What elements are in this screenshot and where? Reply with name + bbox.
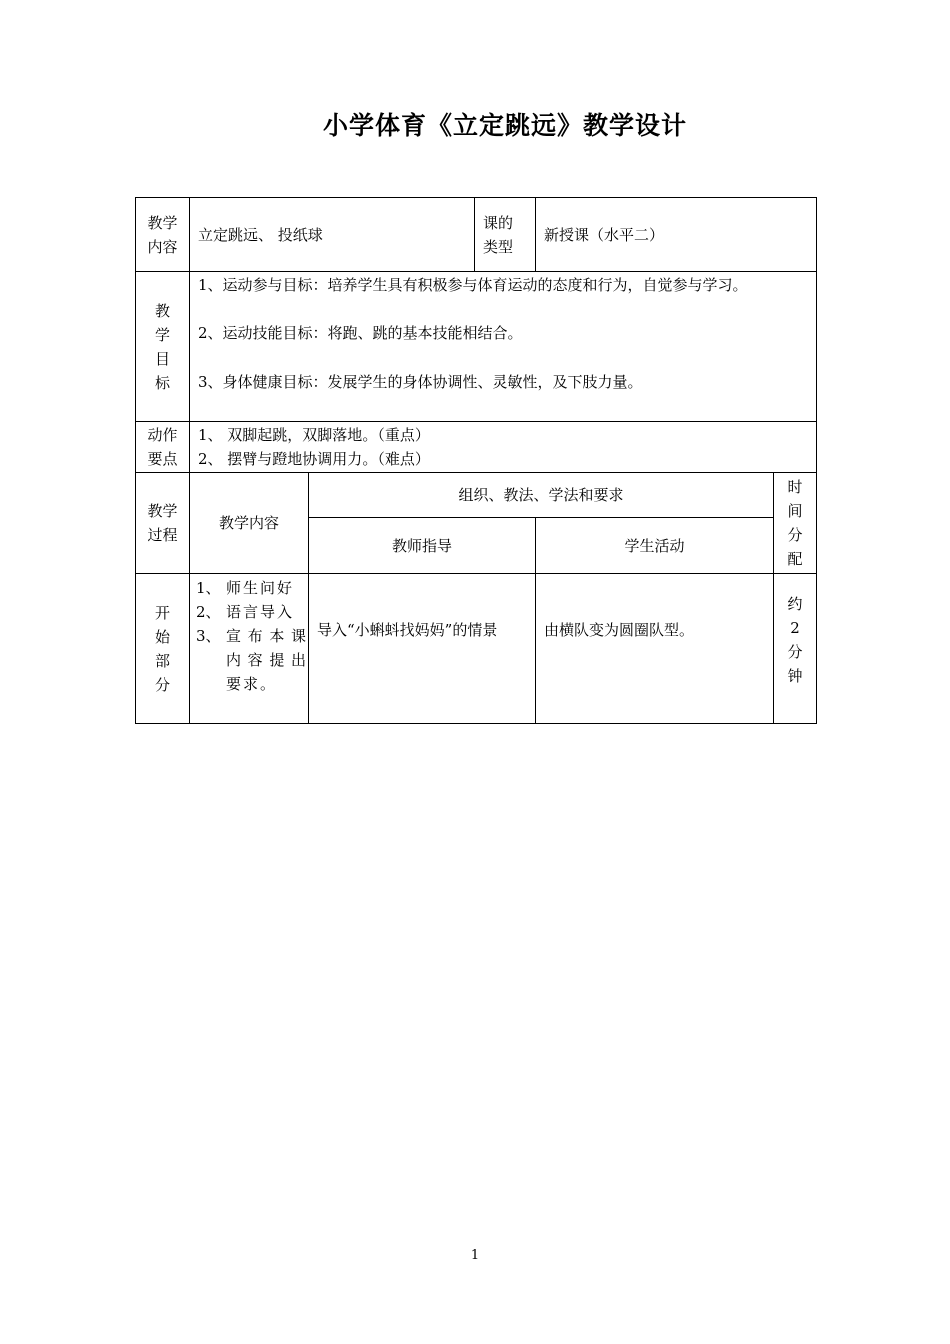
key-points-list <box>190 422 817 473</box>
page-number: 1 <box>470 1248 480 1263</box>
time-header: 时 间 分 配 <box>774 473 817 574</box>
key-point-item: 2、 摆臂与蹬地协调用力。（难点） <box>198 450 430 468</box>
content-header: 教学内容 <box>190 473 309 574</box>
teaching-content-label: 教学 内容 <box>136 198 190 272</box>
teaching-content-value: 立定跳远、 投纸球 <box>190 198 475 272</box>
row-teaching-goals <box>136 272 817 422</box>
start-student-activity: 由横队变为圆圈队型。 <box>536 574 774 724</box>
key-points-label: 动作 要点 <box>136 422 190 473</box>
list-item: 2、 语言导入 <box>196 603 295 621</box>
row-key-points <box>136 422 817 473</box>
teaching-goals-list <box>190 272 817 422</box>
start-teacher-guidance: 导入“小蝌蚪找妈妈”的情景 <box>309 574 536 724</box>
start-time: 约 2 分 钟 <box>774 574 817 724</box>
list-item: 1、 师生问好 <box>196 579 295 597</box>
row-teaching-content <box>136 198 817 272</box>
row-process-header <box>136 473 817 518</box>
lesson-plan-table <box>135 197 817 724</box>
goal-item: 2、运动技能目标：将跑、跳的基本技能相结合。 <box>198 324 523 342</box>
row-start-section <box>136 574 817 724</box>
process-label: 教学 过程 <box>136 473 190 574</box>
lesson-type-label: 课的 类型 <box>475 198 536 272</box>
goal-item: 3、身体健康目标：发展学生的身体协调性、灵敏性，及下肢力量。 <box>198 373 643 391</box>
teacher-header: 教师指导 <box>309 518 536 574</box>
teaching-goals-label: 教 学 目 标 <box>136 272 190 422</box>
start-content-list <box>190 574 309 724</box>
method-header: 组织、教法、学法和要求 <box>309 473 774 518</box>
start-section-label: 开 始 部 分 <box>136 574 190 724</box>
lesson-type-value: 新授课（水平二） <box>536 198 817 272</box>
goal-item: 1、运动参与目标：培养学生具有积极参与体育运动的态度和行为，自觉参与学习。 <box>198 276 748 294</box>
list-item: 3、 宣布本课内容提出要求。 <box>196 627 308 693</box>
key-point-item: 1、 双脚起跳，双脚落地。（重点） <box>198 426 430 444</box>
student-header: 学生活动 <box>536 518 774 574</box>
page-title: 小学体育《立定跳远》教学设计 <box>322 111 687 140</box>
